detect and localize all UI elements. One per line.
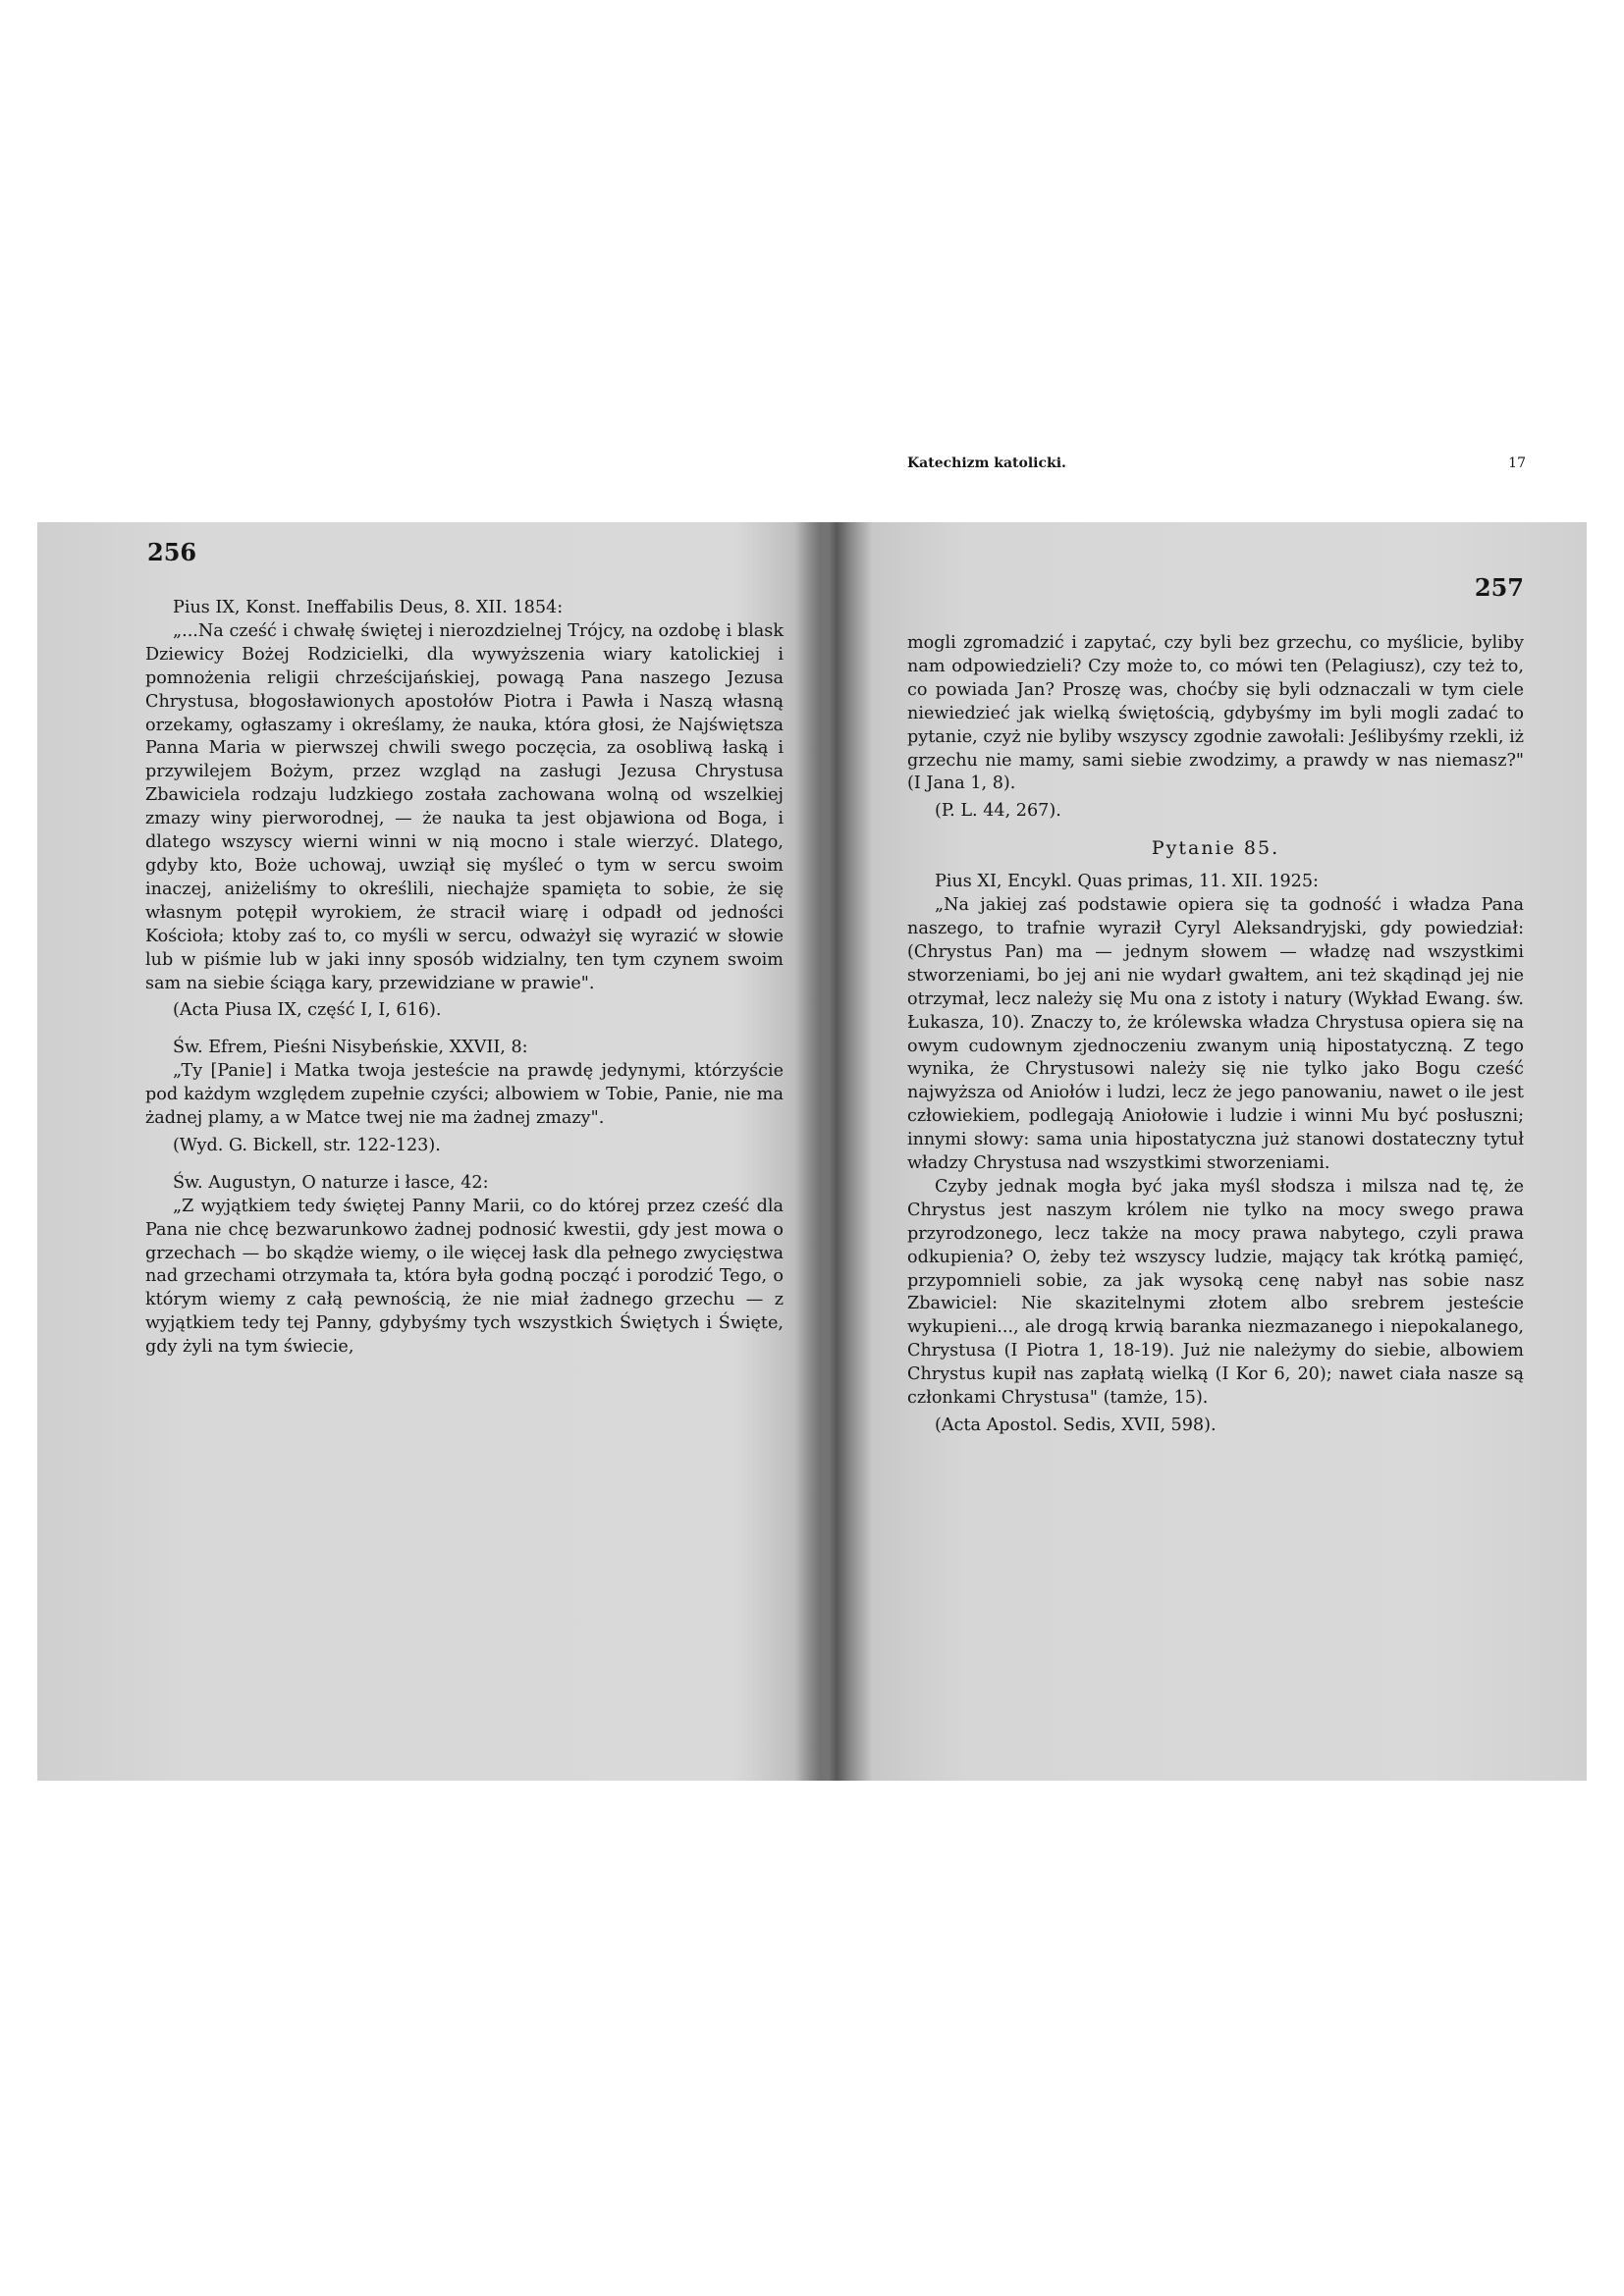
citation: (Acta Piusa IX, część I, I, 616). [173, 1000, 442, 1021]
quote-paragraph: „Na jakiej zaś podstawie opiera się ta godność i władza Pana naszego, to trafnie wyraził Cyryl Aleksandryjski, gdy powiedział: (Chrystus Pan) ma — jednym słowem — władzę nad wszystkimi stworzeniami, bo jej ani nie wydarł gwałtem, ani też skądinąd jej nie otrzymał, lecz należy się Mu ona z istoty i natury (Wykład Ewang. św. Łukasza, 10). Znaczy to, że królewska władza Chrystusa opiera się na owym cudownym zjednoczeniu zwanym unią hipostatyczną. Z tego wynika, że Chrystusowi należy się nie tylko jako Bogu cześć najwyższa od Aniołów i ludzi, lecz że jego panowaniu, nawet o ile jest człowiekiem, podlegają Aniołowie i ludzie i winni Mu być posłuszni; innymi słowy: sama unia hipostatyczna już stanowi dostateczny tytuł władzy Chrystusa nad wszystkimi stworzeniami. [907, 895, 1524, 1174]
book-scan [37, 455, 1587, 1781]
continued-paragraph: mogli zgromadzić i zapytać, czy byli bez grzechu, co myślicie, byliby nam odpowiedzieli? Czy może to, co mówi ten (Pelagiusz), czy też to, co powiada Jan? Proszę was, choćby się byli odznaczali w tym ciele niewiedzieć jak wielką świętością, gdybyśmy im byli mogli zadać to pytanie, czyż nie byliby wszyscy zgodnie zawołali: Jeślibyśmy rzekli, iż grzechu nie mamy, sami siebie zwodzimy, a prawdy w nas niemasz?" (I Jana 1, 8). [907, 633, 1524, 794]
right-page-text [907, 632, 1524, 1452]
section-heading: Pytanie 85. [1151, 837, 1280, 860]
quote-paragraph: „...Na cześć i chwałę świętej i nierozdzielnej Trójcy, na ozdobę i blask Dziewicy Bożej Rodzicielki, dla wywyższenia wiary katolickiej i pomnożenia religii chrześcijańskiej, powagą Pana naszego Jezusa Chrystusa, błogosławionych apostołów Piotra i Pawła i Naszą własną orzekamy, ogłaszamy i określamy, że nauka, która głosi, że Najświętsza Panna Maria w pierwszej chwili swego poczęcia, za osobliwą łaską i przywilejem Bożym, przez wzgląd na zasługi Jezusa Chrystusa Zbawiciela rodzaju ludzkiego została zachowana wolną od wszelkiej zmazy winy pierworodnej, — że nauka ta jest objawiona od Boga, i dlatego wszyscy wierni winni w nią mocno i stale wierzyć. Dlatego, gdyby kto, Boże uchowaj, uwziął się myśleć o tym w sercu swoim inaczej, aniżeliśmy to określili, niechajże spamięta to sobie, że się własnym potępił wyrokiem, że stracił wiarę i odpadł od jedności Kościoła; ktoby zaś to, co myśli w sercu, odważył się wyrazić w słowie lub w piśmie lub w jaki inny sposób widzialny, ten tym czynem swoim sam na siebie ściąga kary, przewidziane w prawie". [145, 620, 784, 993]
quote-paragraph: Czyby jednak mogła być jaka myśl słodsza i milsza nad tę, że Chrystus jest naszym królem nie tylko na mocy swego prawa przyrodzonego, lecz także na mocy prawa nabytego, czyli prawa odkupienia? O, żeby też wszyscy ludzie, mający tak krótką pamięć, przypomnieli sobie, za jak wysoką cenę nabył nas sobie nasz Zbawiciel: Nie skazitelnymi złotem albo srebrem jesteście wykupieni..., ale drogą krwią baranka niezmazanego i niepokalanego, Chrystusa (I Piotra 1, 18-19). Już nie należymy do siebie, albowiem Chrystus kupił nas zapłatą wielką (I Kor 6, 20); nawet ciała nasze są członkami Chrystusa" (tamże, 15). [907, 1176, 1524, 1409]
printer-signature: 17 [1508, 455, 1526, 471]
book-gutter [793, 522, 872, 1781]
source-heading: Św. Augustyn, O naturze i łasce, 42: [173, 1172, 489, 1193]
source-heading: Pius XI, Encykl. Quas primas, 11. XII. 1925: [935, 872, 1319, 892]
left-page-number: 256 [147, 538, 197, 566]
left-page-text [145, 597, 784, 1360]
footer-book-title: Katechizm katolicki. [907, 455, 1066, 471]
right-page-number: 257 [1474, 573, 1524, 602]
quote-paragraph: „Ty [Panie] i Matka twoja jesteście na prawdę jedynymi, którzyście pod każdym względem zupełnie czyści; albowiem w Tobie, Panie, nie ma żadnej plamy, a w Matce twej nie ma żadnej zmazy". [145, 1061, 784, 1129]
citation: (Wyd. G. Bickell, str. 122-123). [173, 1135, 441, 1155]
quote-paragraph: „Z wyjątkiem tedy świętej Panny Marii, co do której przez cześć dla Pana nie chcę bezwarunkowo żadnej podnosić kwestii, gdy jest mowa o grzechach — bo skądże wiemy, o ile więcej łask dla pełnego zwycięstwa nad grzechami otrzymała ta, która była godną począć i porodzić Tego, o którym wiemy z całą pewnością, że nie miał żadnego grzechu — z wyjątkiem tedy tej Panny, gdybyśmy tych wszystkich Świętych i Święte, gdy żyli na tym świecie, [145, 1196, 784, 1358]
source-heading: Pius IX, Konst. Ineffabilis Deus, 8. XII. 1854: [173, 598, 564, 617]
citation: (P. L. 44, 267). [935, 801, 1061, 822]
citation: (Acta Apostol. Sedis, XVII, 598). [935, 1415, 1217, 1435]
source-heading: Św. Efrem, Pieśni Nisybeńskie, XXVII, 8: [173, 1038, 528, 1058]
